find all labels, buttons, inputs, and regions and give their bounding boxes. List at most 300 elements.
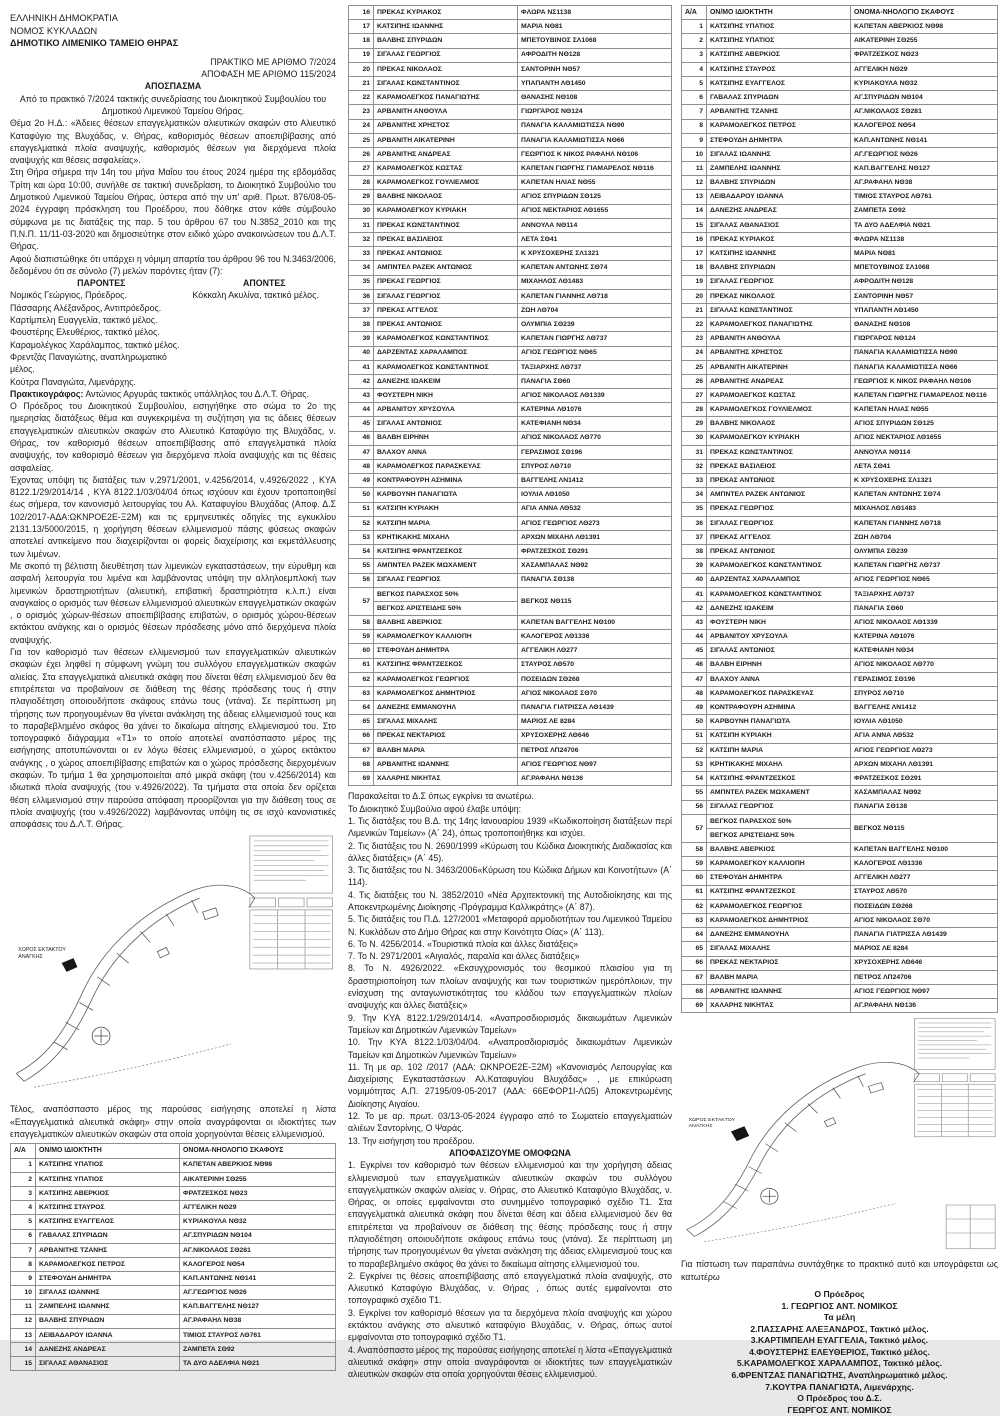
owner-name: ΣΤΕΦΟΥΔΗ ΔΗΜΗΤΡΑ [707,133,851,147]
vessel-row [11,1215,336,1229]
vessel-name: ΠΑΝΑΓΙΑ ΚΑΛΑΜΙΩΤΙΣΣΑ ΝΘ90 [851,346,998,360]
owner-name: ΚΑΡΑΜΟΛΕΓΚΟΣ ΓΕΩΡΓΙΟΣ [374,672,518,686]
vessel-number: 22 [349,91,374,105]
vessel-number: 66 [682,956,707,970]
owner-name: ΚΟΝΤΡΑΦΟΥΡΗ ΑΣΗΜΙΝΑ [707,701,851,715]
vessel-number: 63 [349,687,374,701]
vessel-row [349,20,672,34]
vessel-name: ΚΑΠΕΤΑΝ ΓΙΩΡΓΗΣ ΛΘ737 [851,559,998,573]
vessel-name: ΦΡΑΤΖΕΣΚΟΣ ΣΘ291 [851,772,998,786]
vessel-row [11,1357,336,1371]
vessel-number: 1 [682,20,707,34]
vessel-name: ΙΟΥΛΙΑ ΛΘ1050 [518,488,672,502]
owner-name: ΚΑΡΑΜΟΛΕΓΚΟΣ ΔΗΜΗΤΡΙΟΣ [374,687,518,701]
signature-line: Ο Πρόεδρος του Δ.Σ. [797,1393,882,1404]
signature-line: ΓΕΩΡΓΟΣ ΑΝΤ. ΝΟΜΙΚΟΣ [787,1404,892,1415]
vessel-name: ΜΙΧΑΗΛΟΣ ΛΘ1483 [851,502,998,516]
owner-name: ΛΕΙΒΑΔΑΡΟΥ ΙΩΑΝΝΑ [707,190,851,204]
vessel-name: ΧΑΣΑΜΠΑΛΑΣ ΝΘ92 [518,559,672,573]
vessel-number: 59 [682,857,707,871]
vessel-number: 55 [682,786,707,800]
vessel-row [682,105,998,119]
owner-name: ΚΑΤΣΙΠΗΣ ΣΤΑΥΡΟΣ [36,1201,180,1215]
vessel-number: 7 [11,1243,36,1257]
decision-title: ΑΠΟΦΑΣΙΖΟΥΜΕ ΟΜΟΦΩΝΑ [448,1147,572,1158]
vessel-name: ΚΥΡΙΑΚΟΥΛΑ ΝΘ32 [180,1215,336,1229]
vessel-row [349,119,672,133]
vessel-number: 49 [682,701,707,715]
vessel-name: ΣΤΑΥΡΟΣ ΛΘ570 [518,658,672,672]
vessel-name: ΑΓΙΟΣ ΝΕΚΤΑΡΙΟΣ ΛΘ1655 [851,431,998,445]
owner-name: ΚΑΡΑΜΟΛΕΓΚΟΣ ΠΑΡΑΣΚΕΥΑΣ [374,460,518,474]
vessel-name: ΑΓ.ΡΑΦΑΗΛ ΝΘ136 [518,772,672,786]
vessel-row [682,502,998,516]
vessel-number: 26 [349,147,374,161]
vessel-name: ΑΓΙΟΣ ΝΙΚΟΛΑΟΣ ΛΘ770 [518,431,672,445]
map-label-emergency-2: ΑΝΑΓΚΗΣ [18,954,43,961]
vessel-row [682,147,998,161]
vessel-row [682,559,998,573]
vessel-number: 62 [349,672,374,686]
vessel-number: 57 [682,814,707,842]
vessel-row [682,91,998,105]
vessel-name: ΘΑΝΑΣΗΣ ΝΘ108 [851,318,998,332]
owner-name: ΒΑΛΒΗΣ ΝΙΚΟΛΑΟΣ [707,417,851,431]
vessel-row [349,573,672,587]
vessel-number: 15 [11,1357,36,1371]
vessel-number: 48 [682,687,707,701]
owner-name: ΣΙΓΑΛΑΣ ΓΕΩΡΓΙΟΣ [707,275,851,289]
vessel-number: 47 [682,672,707,686]
owner-name: ΠΡΕΚΑΣ ΒΑΣΙΛΕΙΟΣ [707,460,851,474]
vessel-table-middle [348,5,672,786]
vessel-row [349,743,672,757]
present-member: Φουστέρης Ελευθέριος, τακτικό μέλος. [10,327,160,338]
vessel-row [682,644,998,658]
vessel-row [682,332,998,346]
vessel-number: 51 [682,729,707,743]
vessel-name: ΜΑΡΙΟΣ ΛΕ 8284 [851,942,998,956]
owner-name: ΑΜΠΝΤΕΛ ΡΑΖΕΚ ΜΩΧΑΜΕΝΤ [374,559,518,573]
owner-name: ΚΑΤΣΙΠΗ ΜΑΡΙΑ [374,516,518,530]
vessel-row [682,133,998,147]
vessel-number: 57 [349,587,374,615]
owner-name: ΚΑΤΣΙΠΗΣ ΦΡΑΝΤΖΕΣΚΟΣ [707,772,851,786]
paragraph-having-regard: Έχοντας υπόψη τις διατάξεις των ν.2971/2001, ν.4256/2014, ν.4926/2022 , ΚΥΑ 8122.1/29/2014/14 , ΚΥΑ 8122.1/03/04/04 όπως ισχύουν και έχουν τροποποιηθεί έως σήμερα, τον κανονισμό λειτουργίας του Αλ. Καταφυγίου Βλυχάδας (Αποφ. Δ.Σ 102/2017-ΑΔΑ:ΩΚΝΡΟΕ2Ε-Ξ2Μ) και τις ερμηνευτικές οδηγίες της εγκυκλίου 2131.13/5000/2015, η χορήγηση θέσεων ελλιμενισμού πάσης φύσεως σκαφών αποτελεί αντικείμενο που διαχειρίζονται οι φορείς διαχείρισης και εκμετάλλευσης των λιμένων. [10,474,336,559]
vessel-row [11,1229,336,1243]
vessel-name: ΑΦΡΟΔΙΤΗ ΝΘ128 [851,275,998,289]
vessel-row [682,62,998,76]
vessel-number: 56 [349,573,374,587]
legal-item: 10. Την ΚΥΑ 8122.1/03/04/04. «Αναπροσδιορισμός δικαιωμάτων Λιμενικών Ταμείων και Δημοτικών Λιμενικών Ταμείων» [348,1037,672,1060]
vessel-name: ΠΕΤΡΟΣ ΛΠ24706 [851,970,998,984]
vessel-number: 69 [349,772,374,786]
legal-items-list [348,815,672,1147]
owner-name: ΚΑΤΣΙΠΗΣ ΥΠΑΤΙΟΣ [707,34,851,48]
present-member: Νομικός Γεώργιος, Πρόεδρος. [10,290,127,301]
map-label-emergency: ΧΩΡΟΣ ΕΚΤΑΚΤΟΥ [18,947,66,954]
vessel-row [682,190,998,204]
emergency-area-mark [62,959,78,973]
owner-name: ΠΡΕΚΑΣ ΝΙΚΟΛΑΟΣ [707,289,851,303]
owner-name: ΣΤΕΦΟΥΔΗ ΔΗΜΗΤΡΑ [36,1272,180,1286]
paragraph-purpose: Με σκοπό τη βέλτιστη διευθέτηση των λιμενικών εγκαταστάσεων, την εύρυθμη και ασφαλή λειτουργία του λιμένα και λαμβάνοντας υπόψη την αλληλοεμπλοκή των λιμενικών δραστηριοτήτων (αλιευτική, επιβατική δραστηριότητα κ.λ.π.) είναι αναγκαίος ο ορισμός των θέσεων ελλιμενισμού αλιευτικών επαγγελματικών σκαφών , ο ορισμός χώρων-θέσεων αποεπιβίβασης επιβατών, ο ορισμός χώρου-θέσεων εκτάκτου ανάγκης και ο ορισμός θέσεων πρόσδεσης μόνο από διερχόμενα πλοία αναψυχής. [10,560,336,645]
owner-name: ΚΡΗΤΙΚΑΚΗΣ ΜΙΧΑΗΛ [374,530,518,544]
vessel-table-right [681,5,998,1013]
vessel-number: 17 [682,247,707,261]
owner-name: ΒΑΛΒΗΣ ΑΒΕΡΚΙΟΣ [707,843,851,857]
vessel-number: 58 [349,616,374,630]
vessel-row [11,1272,336,1286]
vessel-row [682,984,998,998]
vessel-table-left [10,1143,336,1371]
owner-name: ΣΙΓΑΛΑΣ ΓΕΩΡΓΙΟΣ [707,800,851,814]
owner-name: ΑΡΒΑΝΙΤΟΥ ΧΡΥΣΟΥΛΑ [374,403,518,417]
legal-item: 13. Την εισήγηση του προέδρου. [348,1135,475,1146]
vessel-number: 40 [682,573,707,587]
vessel-row [11,1243,336,1257]
vessel-row [11,1286,336,1300]
vessel-name: ΚΑΠΕΤΑΝ ΓΙΑΝΝΗΣ ΛΘ718 [851,516,998,530]
owner-name: ΦΟΥΣΤΕΡΗ ΝΙΚΗ [707,616,851,630]
vessel-name: ΑΙΚΑΤΕΡΙΝΗ ΣΘ255 [180,1172,336,1186]
vessel-row [349,403,672,417]
vessel-row [682,34,998,48]
vessel-name: ΚΑΛΟΓΕΡΟΣ ΝΘ54 [851,119,998,133]
vessel-name: ΠΟΣΕΙΔΩΝ ΣΘ268 [518,672,672,686]
vessel-row [682,162,998,176]
vessel-row [682,389,998,403]
owner-name: ΠΡΕΚΑΣ ΚΩΝΣΤΑΝΤΙΝΟΣ [374,218,518,232]
vessel-row [682,403,998,417]
vessel-name: ΚΑΠ.ΒΑΓΓΕΛΗΣ ΝΘ127 [851,162,998,176]
vessel-row [349,261,672,275]
vessel-name: ΑΓΙΟΣ ΝΙΚΟΛΑΟΣ ΛΘ770 [851,658,998,672]
absent-column [193,277,336,388]
absent-title: ΑΠΟΝΤΕΣ [243,278,286,289]
vessel-row [682,374,998,388]
owner-name: ΚΑΡΑΜΟΛΕΓΚΟΣ ΓΟΥΛΙΕΛΜΟΣ [707,403,851,417]
vessel-name: ΚΑΤΕΡΙΝΑ ΛΘ1076 [518,403,672,417]
vessel-name: ΜΠΕΤΟΥΒΙΝΟΣ ΣΛ1068 [851,261,998,275]
owner-name: ΠΡΕΚΑΣ ΓΕΩΡΓΙΟΣ [374,275,518,289]
vessel-number: 21 [682,303,707,317]
vessel-name: ΑΓ.ΝΙΚΟΛΑΟΣ ΣΘ281 [180,1243,336,1257]
vessel-number: 36 [349,289,374,303]
vessel-name: ΑΝΝΟΥΛΑ ΝΘ114 [518,218,672,232]
vessel-name: ΦΡΑΤΖΕΣΚΟΣ ΣΘ291 [518,545,672,559]
vessel-name: ΧΡΥΣΟΧΕΡΗΣ ΛΘ646 [851,956,998,970]
vessel-row [349,190,672,204]
vessel-name: ΓΙΩΡΓΑΡΟΣ ΝΘ124 [851,332,998,346]
present-member: Φρεντζάς Παναγιώτης, αναπληρωματικό μέλος. [10,351,167,375]
vessel-name: ΑΓΙΟΣ ΝΙΚΟΛΑΟΣ ΣΘ70 [851,914,998,928]
owner-name: ΑΜΠΝΤΕΛ ΡΑΖΕΚ ΑΝΤΩΝΙΟΣ [707,488,851,502]
vessel-row [349,176,672,190]
owner-name: ΒΑΛΒΗ ΕΙΡΗΝΗ [374,431,518,445]
present-member: Πάσσαρης Αλέξανδρος, Αντιπρόεδρος. [10,302,162,313]
owner-name: ΚΑΡΑΜΟΛΕΓΚΟΣ ΠΑΝΑΓΙΩΤΗΣ [374,91,518,105]
owner-name: ΚΑΤΣΙΠΗΣ ΕΥΑΓΓΕΛΟΣ [36,1215,180,1229]
vessel-row [682,417,998,431]
owner-name: ΣΙΓΑΛΑΣ ΑΝΤΩΝΙΟΣ [707,644,851,658]
vessel-row [349,630,672,644]
vessel-row [349,76,672,90]
owner-name: ΚΑΡΑΜΟΛΕΓΚΟΥ ΚΑΛΛΙΟΠΗ [374,630,518,644]
vessel-number: 41 [349,360,374,374]
vessel-name: ΑΓΙΟΣ ΓΕΩΡΓΙΟΣ ΝΘ65 [518,346,672,360]
vessel-row [682,999,998,1013]
vessel-number: 64 [682,928,707,942]
owner-name: ΒΑΛΒΗΣ ΣΠΥΡΙΔΩΝ [374,34,518,48]
vessel-name: ΑΓΙΟΣ ΝΙΚΟΛΑΟΣ ΣΘ70 [518,687,672,701]
column-header: Α/Α [11,1144,36,1158]
vessel-name: ΑΓΓΕΛΙΚΗ ΛΘ277 [518,644,672,658]
vessel-number: 17 [349,20,374,34]
vessel-number: 30 [349,204,374,218]
vessel-number: 18 [349,34,374,48]
act-numbers [10,56,336,81]
owner-name: ΣΙΓΑΛΑΣ ΑΝΤΩΝΙΟΣ [374,417,518,431]
letterhead-line: ΝΟΜΟΣ ΚΥΚΛΑΔΩΝ [10,25,98,36]
vessel-row [682,871,998,885]
vessel-name: ΖΑΜΠΕΤΑ ΣΘ92 [851,204,998,218]
vessel-number: 11 [682,162,707,176]
owner-name: ΔΑΡΖΕΝΤΑΣ ΧΑΡΑΛΑΜΠΟΣ [374,346,518,360]
vessel-name: ΜΑΡΙΑ ΝΘ81 [851,247,998,261]
vessel-row [349,346,672,360]
apospasma-title: ΑΠΟΣΠΑΣΜΑ [144,81,202,92]
vessel-row [349,516,672,530]
owner-name: ΔΑΝΕΖΗΣ ΙΩΑΚΕΙΜ [374,374,518,388]
vessel-number: 38 [682,545,707,559]
column-header: ΟΝΟΜΑ-ΝΗΟΛΟΓΙΟ ΣΚΑΦΟΥΣ [851,6,998,20]
vessel-row [682,701,998,715]
owner-name: ΧΑΛΑΡΗΣ ΝΙΚΗΤΑΣ [374,772,518,786]
topographic-map-t1 [10,833,336,1101]
vessel-number: 58 [682,843,707,857]
vessel-number: 18 [682,261,707,275]
owner-name: ΚΑΡΑΜΟΛΕΓΚΟΥ ΚΥΡΙΑΚΗ [374,204,518,218]
column-right [681,0,998,1416]
vessel-number: 36 [682,516,707,530]
vessel-name: ΑΓΙΟΣ ΝΕΚΤΑΡΙΟΣ ΛΘ1655 [518,204,672,218]
owner-name: ΒΑΛΒΗ ΕΙΡΗΝΗ [707,658,851,672]
owner-name: ΔΑΝΕΖΗΣ ΑΝΔΡΕΑΣ [707,204,851,218]
owner-name: ΠΡΕΚΑΣ ΚΥΡΙΑΚΟΣ [374,6,518,20]
vessel-number: 68 [682,984,707,998]
vessel-row [682,885,998,899]
map-label-emergency-2: ΑΝΑΓΚΗΣ [688,1124,713,1130]
decision-item: 3. Εγκρίνει τον καθορισμό θέσεων για τα διερχόμενα πλοία αναψυχής και χώρου εκτάκτου ανάγκης στο αλιευτικό καταφύγιο Βλυχάδας, ν. Θήρας, όπως αυτοί εμφαίνονται στο τοπογραφικό σχέδιο Τ1. [348,1307,672,1343]
vessel-number: 12 [682,176,707,190]
vessel-number: 29 [349,190,374,204]
vessel-name: ΚΑΠΕΤΑΝ ΒΑΓΓΕΛΗΣ ΝΘ100 [851,843,998,857]
vessel-name: ΠΑΝΑΓΙΑ ΣΘ138 [518,573,672,587]
apospasma-intro: Από το πρακτικό 7/2024 τακτικής συνεδρίασης του Διοικητικού Συμβουλίου του Δημοτικού Λιμενικού Ταμείου Θήρας. [19,93,327,116]
paragraph-final-list: Τέλος, αναπόσπαστο μέρος της παρούσας εισήγησης αποτελεί η λίστα «Επαγγελματικά αλιευτικά σκάφη» στην οποία αναγράφονται οι ιδιοκτήτες των επαγγελματικών αλιευτικών σκαφών στα οποία χορηγούνται θέσεις ελλιμενισμού. [10,1104,336,1140]
owner-name: ΑΡΒΑΝΙΤΗ ΑΝΘΟΥΛΑ [707,332,851,346]
owner-name: ΚΑΤΣΙΠΗ ΚΥΡΙΑΚΗ [374,502,518,516]
owner-name: ΔΑΡΖΕΝΤΑΣ ΧΑΡΑΛΑΜΠΟΣ [707,573,851,587]
vessel-name: ΤΑΞΙΑΡΧΗΣ ΛΘ737 [518,360,672,374]
vessel-name: ΠΑΝΑΓΙΑ ΣΘ138 [851,800,998,814]
vessel-number: 37 [349,303,374,317]
vessel-row [682,233,998,247]
owner-name: ΚΑΤΣΙΠΗΣ ΙΩΑΝΝΗΣ [374,20,518,34]
vessel-number: 19 [349,48,374,62]
paragraph-intro-topic: Ο Πρόεδρος του Διοικητικού Συμβουλίου, εισηγήθηκε στο σώμα το 2ο της ημερησίας διατάξεως θέμα και συγκεκριμένα τη συζήτηση για τις άδειες θέσεων επαγγελματικών αλιευτικών σκαφών στο Αλιευτικό Καταφύγιο της Βλυχάδας, ν. Θήρας, τον καθορισμό θέσεων αποεπιβίβασης από επαγγελματικά πλοία αναψυχής, τον καθορισμό θέσεων για διερχόμενα πλοία αναψυχής και τις θέσεις ασφαλείας. [10,401,336,473]
vessel-row [349,91,672,105]
vessel-name: ΑΓ.ΣΠΥΡΙΔΩΝ ΝΘ104 [180,1229,336,1243]
vessel-row [11,1201,336,1215]
vessel-row [682,729,998,743]
vessel-number: 68 [349,757,374,771]
vessel-number: 11 [11,1300,36,1314]
owner-name: ΑΡΒΑΝΙΤΗΣ ΑΝΔΡΕΑΣ [707,374,851,388]
owner-name: ΠΡΕΚΑΣ ΑΝΤΩΝΙΟΣ [374,247,518,261]
vessel-number: 16 [682,233,707,247]
vessel-number: 32 [349,233,374,247]
owner-name: ΒΕΓΚΟΣ ΑΡΙΣΤΕΙΔΗΣ 50% [374,601,518,615]
vessel-number: 8 [11,1257,36,1271]
vessel-name: ΣΠΥΡΟΣ ΛΘ710 [518,460,672,474]
vessel-name: ΛΕΤΑ ΣΘ41 [518,233,672,247]
owner-name: ΠΡΕΚΑΣ ΝΙΚΟΛΑΟΣ [374,62,518,76]
vessel-row [349,474,672,488]
owner-name: ΚΑΡΒΟΥΝΗ ΠΑΝΑΓΙΩΤΑ [374,488,518,502]
vessel-row [11,1186,336,1200]
vessel-name: ΚΑΠΕΤΑΝ ΓΙΩΡΓΗΣ ΓΙΑΜΑΡΕΛΟΣ ΝΘ116 [518,162,672,176]
owner-name: ΚΑΤΣΙΠΗΣ ΦΡΑΝΤΖΕΣΚΟΣ [374,658,518,672]
paragraph-theme [10,117,336,166]
vessel-row [349,757,672,771]
vessel-name: ΑΓΓΕΛΙΚΗ ΝΘ29 [180,1201,336,1215]
vessel-row [349,62,672,76]
vessel-number: 27 [682,389,707,403]
vessel-row [11,1172,336,1186]
owner-name: ΚΑΡΑΜΟΛΕΓΚΟΣ ΠΕΤΡΟΣ [36,1257,180,1271]
vessel-row [349,233,672,247]
vessel-number: 14 [11,1343,36,1357]
praktiko-number: ΠΡΑΚΤΙΚΟ ΜΕ ΑΡΙΘΜΟ 7/2024 [210,56,336,67]
vessel-row [682,545,998,559]
vessel-row [682,247,998,261]
signature-line: 3.ΚΑΡΤΙΜΠΕΛΗ ΕΥΑΓΓΕΛΙΑ, Τακτικό μέλος. [750,1335,929,1346]
vessel-name: ΦΛΩΡΑ ΝΣ1138 [851,233,998,247]
vessel-number: 25 [682,360,707,374]
vessel-row [349,460,672,474]
absent-member: Κόκκαλη Ακυλίνα, τακτικό μέλος. [192,290,319,301]
vessel-number: 61 [682,885,707,899]
legal-item: 1. Τις διατάξεις του Β.Δ. της 14ης Ιανουαρίου 1939 «Κωδικοποίηση διατάξεων περί Λιμενικών Ταμείων» (Α΄ 24), όπως τροποποιήθηκε και ισχύει. [348,815,672,839]
vessel-number: 1 [11,1158,36,1172]
vessel-row [349,701,672,715]
vessel-name: ΛΕΤΑ ΣΘ41 [851,460,998,474]
owner-name: ΦΟΥΣΤΕΡΗ ΝΙΚΗ [374,389,518,403]
paragraph-closing: Για πίστωση των παραπάνω συντάχθηκε το πρακτικό αυτό και υπογράφεται ως κατωτέρω [681,1259,998,1282]
vessel-row [682,772,998,786]
vessel-number: 22 [682,318,707,332]
owner-name: ΑΡΒΑΝΙΤΗΣ ΑΝΔΡΕΑΣ [374,147,518,161]
vessel-row [682,20,998,34]
owner-name: ΣΤΕΦΟΥΔΗ ΔΗΜΗΤΡΑ [374,644,518,658]
vessel-row [11,1328,336,1342]
signature-block [681,1289,998,1416]
vessel-name: ΣΠΥΡΟΣ ΛΘ710 [851,687,998,701]
vessel-name: ΓΙΩΡΓΑΡΟΣ ΝΘ124 [518,105,672,119]
owner-name: ΚΑΡΑΜΟΛΕΓΚΟΣ ΠΑΝΑΓΙΩΤΗΣ [707,318,851,332]
vessel-name: ΤΑ ΔΥΟ ΑΔΕΛΦΙΑ ΝΘ21 [180,1357,336,1371]
owner-name: ΑΡΒΑΝΙΤΗΣ ΙΩΑΝΝΗΣ [707,984,851,998]
vessel-row [682,176,998,190]
vessel-name: ΠΑΝΑΓΙΑ ΣΘ60 [851,601,998,615]
owner-name: ΚΡΗΤΙΚΑΚΗΣ ΜΙΧΑΗΛ [707,757,851,771]
signature-line: Ο Πρόεδρος [814,1288,865,1299]
owner-name: ΚΑΤΣΙΠΗΣ ΦΡΑΝΤΖΕΣΚΟΣ [374,545,518,559]
vessel-name: ΠΑΝΑΓΙΑ ΣΘ60 [518,374,672,388]
vessel-number: 16 [349,6,374,20]
vessel-number: 41 [682,587,707,601]
vessel-row [349,204,672,218]
owner-name: ΔΑΝΕΖΗΣ ΕΜΜΑΝΟΥΗΛ [707,928,851,942]
table-header-row [682,6,998,20]
vessel-name: ΚΑΠΕΤΑΝ ΓΙΩΡΓΗΣ ΛΘ737 [518,332,672,346]
vessel-name: ΥΠΑΠΑΝΤΗ ΛΘ1450 [851,303,998,317]
vessel-name: ΚΑΤΕΦΙΑΝΗ ΝΘ34 [518,417,672,431]
vessel-number: 4 [11,1201,36,1215]
owner-name: ΚΑΡΑΜΟΛΕΓΚΟΣ ΚΩΣΤΑΣ [374,162,518,176]
legal-item: 12. Το με αρ. πρωτ. 03/13-05-2024 έγγραφο από το Σωματείο επαγγελματιών αλιέων Σαντορίνης, Ο Ψαράς. [348,1111,672,1134]
vessel-number: 49 [349,474,374,488]
vessel-row [682,474,998,488]
owner-name: ΒΑΛΒΗΣ ΝΙΚΟΛΑΟΣ [374,190,518,204]
owner-name: ΚΑΡΑΜΟΛΕΓΚΟΣ ΚΩΣΤΑΣ [707,389,851,403]
vessel-number: 21 [349,76,374,90]
clerk-label: Πρακτικογράφος: [10,388,84,399]
letterhead [10,12,336,50]
vessel-name: ΚΑΠ.ΑΝΤΩΝΗΣ ΝΘ141 [851,133,998,147]
vessel-row [349,6,672,20]
vessel-name: ΣΑΝΤΟΡΙΝΗ ΝΘ57 [851,289,998,303]
vessel-row [682,460,998,474]
vessel-row [349,559,672,573]
vessel-number: 24 [349,119,374,133]
vessel-row [682,914,998,928]
vessel-name: ΚΑΤΕΡΙΝΑ ΛΘ1076 [851,630,998,644]
owner-name: ΠΡΕΚΑΣ ΑΝΤΩΝΙΟΣ [707,474,851,488]
vessel-name: ΚΑΠΕΤΑΝ ΗΛΙΑΣ ΝΘ55 [518,176,672,190]
vessel-row [682,757,998,771]
owner-name: ΑΡΒΑΝΙΤΟΥ ΧΡΥΣΟΥΛΑ [707,630,851,644]
vessel-name: ΑΓ.ΝΙΚΟΛΑΟΣ ΣΘ281 [851,105,998,119]
vessel-name: ΑΡΧΩΝ ΜΙΧΑΗΛ ΛΘ1391 [518,530,672,544]
vessel-number: 6 [682,91,707,105]
vessel-number: 5 [11,1215,36,1229]
owner-name: ΣΙΓΑΛΑΣ ΚΩΝΣΤΑΝΤΙΝΟΣ [374,76,518,90]
present-list [10,289,193,387]
vessel-row [682,715,998,729]
vessel-row [682,48,998,62]
vessel-name: ΚΑΠΕΤΑΝ ΓΙΑΝΝΗΣ ΛΘ718 [518,289,672,303]
owner-name: ΣΙΓΑΛΑΣ ΙΩΑΝΝΗΣ [36,1286,180,1300]
vessel-row [349,105,672,119]
vessel-number: 28 [682,403,707,417]
vessel-row [349,247,672,261]
vessel-name: ΑΓΙΟΣ ΣΠΥΡΙΔΩΝ ΣΘ125 [518,190,672,204]
vessel-row [349,445,672,459]
vessel-number: 29 [682,417,707,431]
